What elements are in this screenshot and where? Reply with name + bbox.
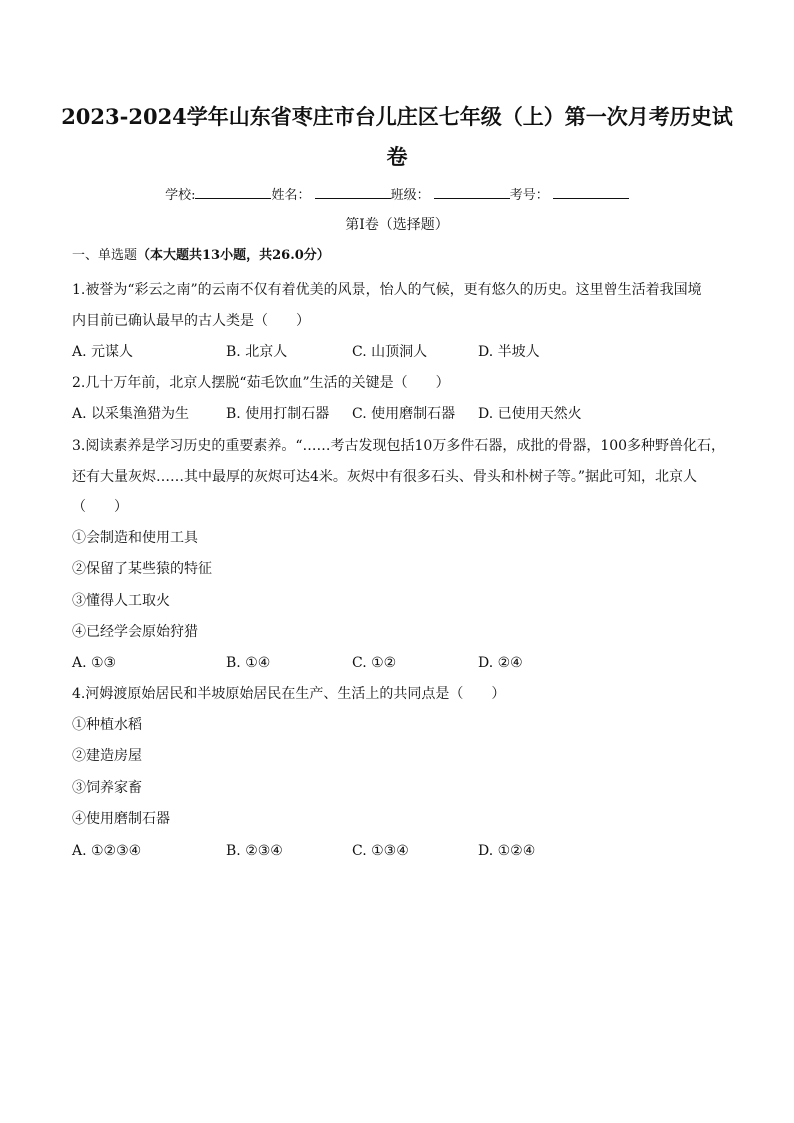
question-1-option-c: C. 山顶洞人 — [352, 344, 428, 360]
question-3-statement-4: ④已经学会原始狩猎 — [72, 624, 198, 640]
question-1-line-2: 内目前已确认最早的古人类是（ ） — [72, 313, 310, 329]
section-heading — [72, 246, 330, 266]
question-3-line-3: （ ） — [72, 499, 128, 515]
question-4-line-1: 4.河姆渡原始居民和半坡原始居民在生产、生活上的共同点是（ ） — [72, 686, 506, 702]
question-3-option-c: C. ①② — [352, 655, 397, 671]
question-1-option-a: A. 元谋人 — [72, 344, 134, 360]
question-3-line-1: 3.阅读素养是学习历史的重要素养。“……考古发现包括10万多件石器，成批的骨器，100多种野兽化石， — [72, 438, 726, 454]
exam-title-line2: 卷 — [386, 144, 408, 169]
question-3-option-d: D. ②④ — [478, 655, 523, 671]
question-3-option-a: A. ①③ — [72, 655, 117, 671]
question-4-option-a: A. ①②③④ — [72, 843, 142, 859]
question-3-statement-1: ①会制造和使用工具 — [72, 530, 198, 546]
question-1-line-1: 1.被誉为“彩云之南”的云南不仅有着优美的风景，怡人的气候，更有悠久的历史。这里曾生活着我国境 — [72, 282, 702, 298]
question-3-line-2: 还有大量灰烬……其中最厚的灰烬可达4米。灰烬中有很多石头、骨头和朴树子等。”据此可知，北京人 — [72, 469, 698, 485]
question-2-line-1: 2.几十万年前，北京人摆脱“茹毛饮血”生活的关键是（ ） — [72, 375, 450, 391]
school-label: 学校: — [165, 188, 196, 203]
exam-title-line1: 2023-2024学年山东省枣庄市台儿庄区七年级（上）第一次月考历史试 — [61, 104, 733, 129]
question-1-option-d: D. 半坡人 — [478, 344, 540, 360]
question-2-option-b: B. 使用打制石器 — [226, 406, 330, 422]
exam-number-label: 考号： — [509, 188, 549, 203]
question-4-statement-3: ③饲养家畜 — [72, 780, 142, 796]
question-4-option-c: C. ①③④ — [352, 843, 409, 859]
section-prefix: 一、单选题 — [72, 248, 138, 263]
question-4-statement-2: ②建造房屋 — [72, 748, 142, 764]
question-4-statement-4: ④使用磨制石器 — [72, 811, 170, 827]
name-blank — [315, 185, 391, 199]
question-4-statement-1: ①种植水稻 — [72, 717, 142, 733]
name-label: 姓名： — [271, 188, 311, 203]
volume-title: 第Ⅰ卷（选择题） — [345, 217, 449, 233]
student-info-row — [0, 185, 794, 206]
question-2-option-d: D. 已使用天然火 — [478, 406, 582, 422]
question-4-option-b: B. ②③④ — [226, 843, 283, 859]
school-blank — [195, 185, 271, 199]
section-note: （本大题共13小题，共26.0分） — [137, 248, 330, 263]
question-1-option-b: B. 北京人 — [226, 344, 288, 360]
class-blank — [434, 185, 510, 199]
question-3-statement-3: ③懂得人工取火 — [72, 593, 170, 609]
question-3-statement-2: ②保留了某些猿的特征 — [72, 561, 212, 577]
question-3-option-b: B. ①④ — [226, 655, 271, 671]
question-2-option-c: C. 使用磨制石器 — [352, 406, 456, 422]
question-2-option-a: A. 以采集渔猎为生 — [72, 406, 190, 422]
exam-number-blank — [553, 185, 629, 199]
question-4-option-d: D. ①②④ — [478, 843, 536, 859]
class-label: 班级： — [390, 188, 430, 203]
